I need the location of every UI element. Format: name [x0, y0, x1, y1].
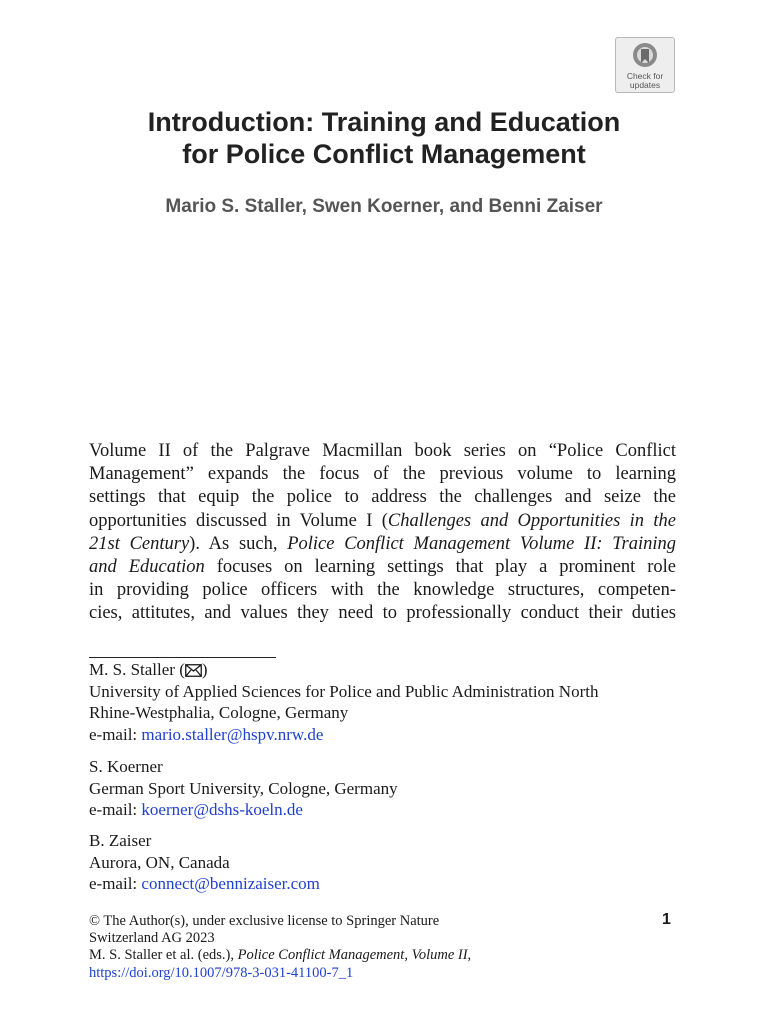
affiliation-koerner	[89, 756, 689, 821]
title-line-2: for Police Conflict Management	[182, 139, 586, 169]
check-for-updates-badge[interactable]	[615, 37, 675, 93]
body-text-segment: focuses on learning settings that play a prominent role	[204, 557, 677, 578]
body-text-segment: ). As such,	[189, 533, 288, 554]
body-line: Volume II of the Palgrave Macmillan book series on “Police Conflict	[89, 441, 676, 461]
body-line: settings that equip the police to address the challenges and seize the	[89, 487, 676, 508]
body-line	[89, 510, 676, 533]
book-title-italic: Challenges and Opportunities in the	[387, 510, 676, 531]
copyright-line: © The Author(s), under exclusive license to Springer Nature	[89, 913, 440, 929]
body-text-segment: opportunities discussed in Volume I (	[89, 510, 388, 531]
body-line: Management” expands the focus of the previous volume to learning	[89, 464, 676, 485]
body-line: cies, attitutes, and values they need to professionally conduct their duties	[89, 603, 676, 624]
citation-line: M. S. Staller et al. (eds.), Police Conflict Management, Volume II,	[89, 947, 472, 964]
email-link[interactable]: mario.staller@hspv.nrw.de	[141, 724, 324, 744]
copyright-line: Switzerland AG 2023	[89, 930, 215, 947]
author-list: Mario S. Staller, Swen Koerner, and Benni Zaiser	[165, 196, 603, 217]
email-link[interactable]: koerner@dshs-koeln.de	[141, 800, 303, 819]
affiliation-staller	[89, 659, 689, 745]
affiliation-line: Rhine-Westphalia, Cologne, Germany	[89, 703, 349, 722]
email-row: e-mail: koerner@dshs-koeln.de	[89, 800, 303, 819]
bookmark-ribbon-icon	[631, 41, 659, 71]
volume-title-italic: Police Conflict Management Volume II: Training	[287, 533, 676, 554]
affiliation-zaiser	[89, 830, 689, 895]
footnote-divider	[89, 657, 276, 658]
book-title-italic: 21st Century	[89, 533, 190, 554]
body-paragraph	[89, 440, 676, 626]
badge-label: Check for updates	[626, 71, 664, 90]
body-line	[89, 556, 676, 579]
body-line	[89, 533, 676, 556]
author-name: S. Koerner	[89, 757, 163, 776]
author-name: M. S. Staller ( )	[89, 660, 208, 679]
email-link[interactable]: connect@bennizaiser.com	[141, 874, 320, 893]
envelope-icon[interactable]	[185, 664, 202, 677]
copyright-footer	[89, 913, 589, 982]
affiliation-line: Aurora, ON, Canada	[89, 852, 230, 872]
affiliation-line: University of Applied Sciences for Police and Public Administration North	[89, 681, 599, 701]
title-line-1: Introduction: Training and Education	[147, 107, 621, 137]
page-number: 1	[662, 911, 671, 928]
body-line: in providing police officers with the knowledge structures, competen-	[89, 580, 676, 601]
chapter-title	[0, 106, 768, 170]
volume-title-italic: and Education	[89, 557, 205, 578]
affiliation-line: German Sport University, Cologne, Germany	[89, 778, 398, 798]
email-row: e-mail: connect@bennizaiser.com	[89, 874, 320, 893]
doi-link[interactable]: https://doi.org/10.1007/978-3-031-41100-7_1	[89, 964, 354, 981]
author-name: B. Zaiser	[89, 831, 152, 850]
email-row: e-mail: mario.staller@hspv.nrw.de	[89, 724, 324, 744]
